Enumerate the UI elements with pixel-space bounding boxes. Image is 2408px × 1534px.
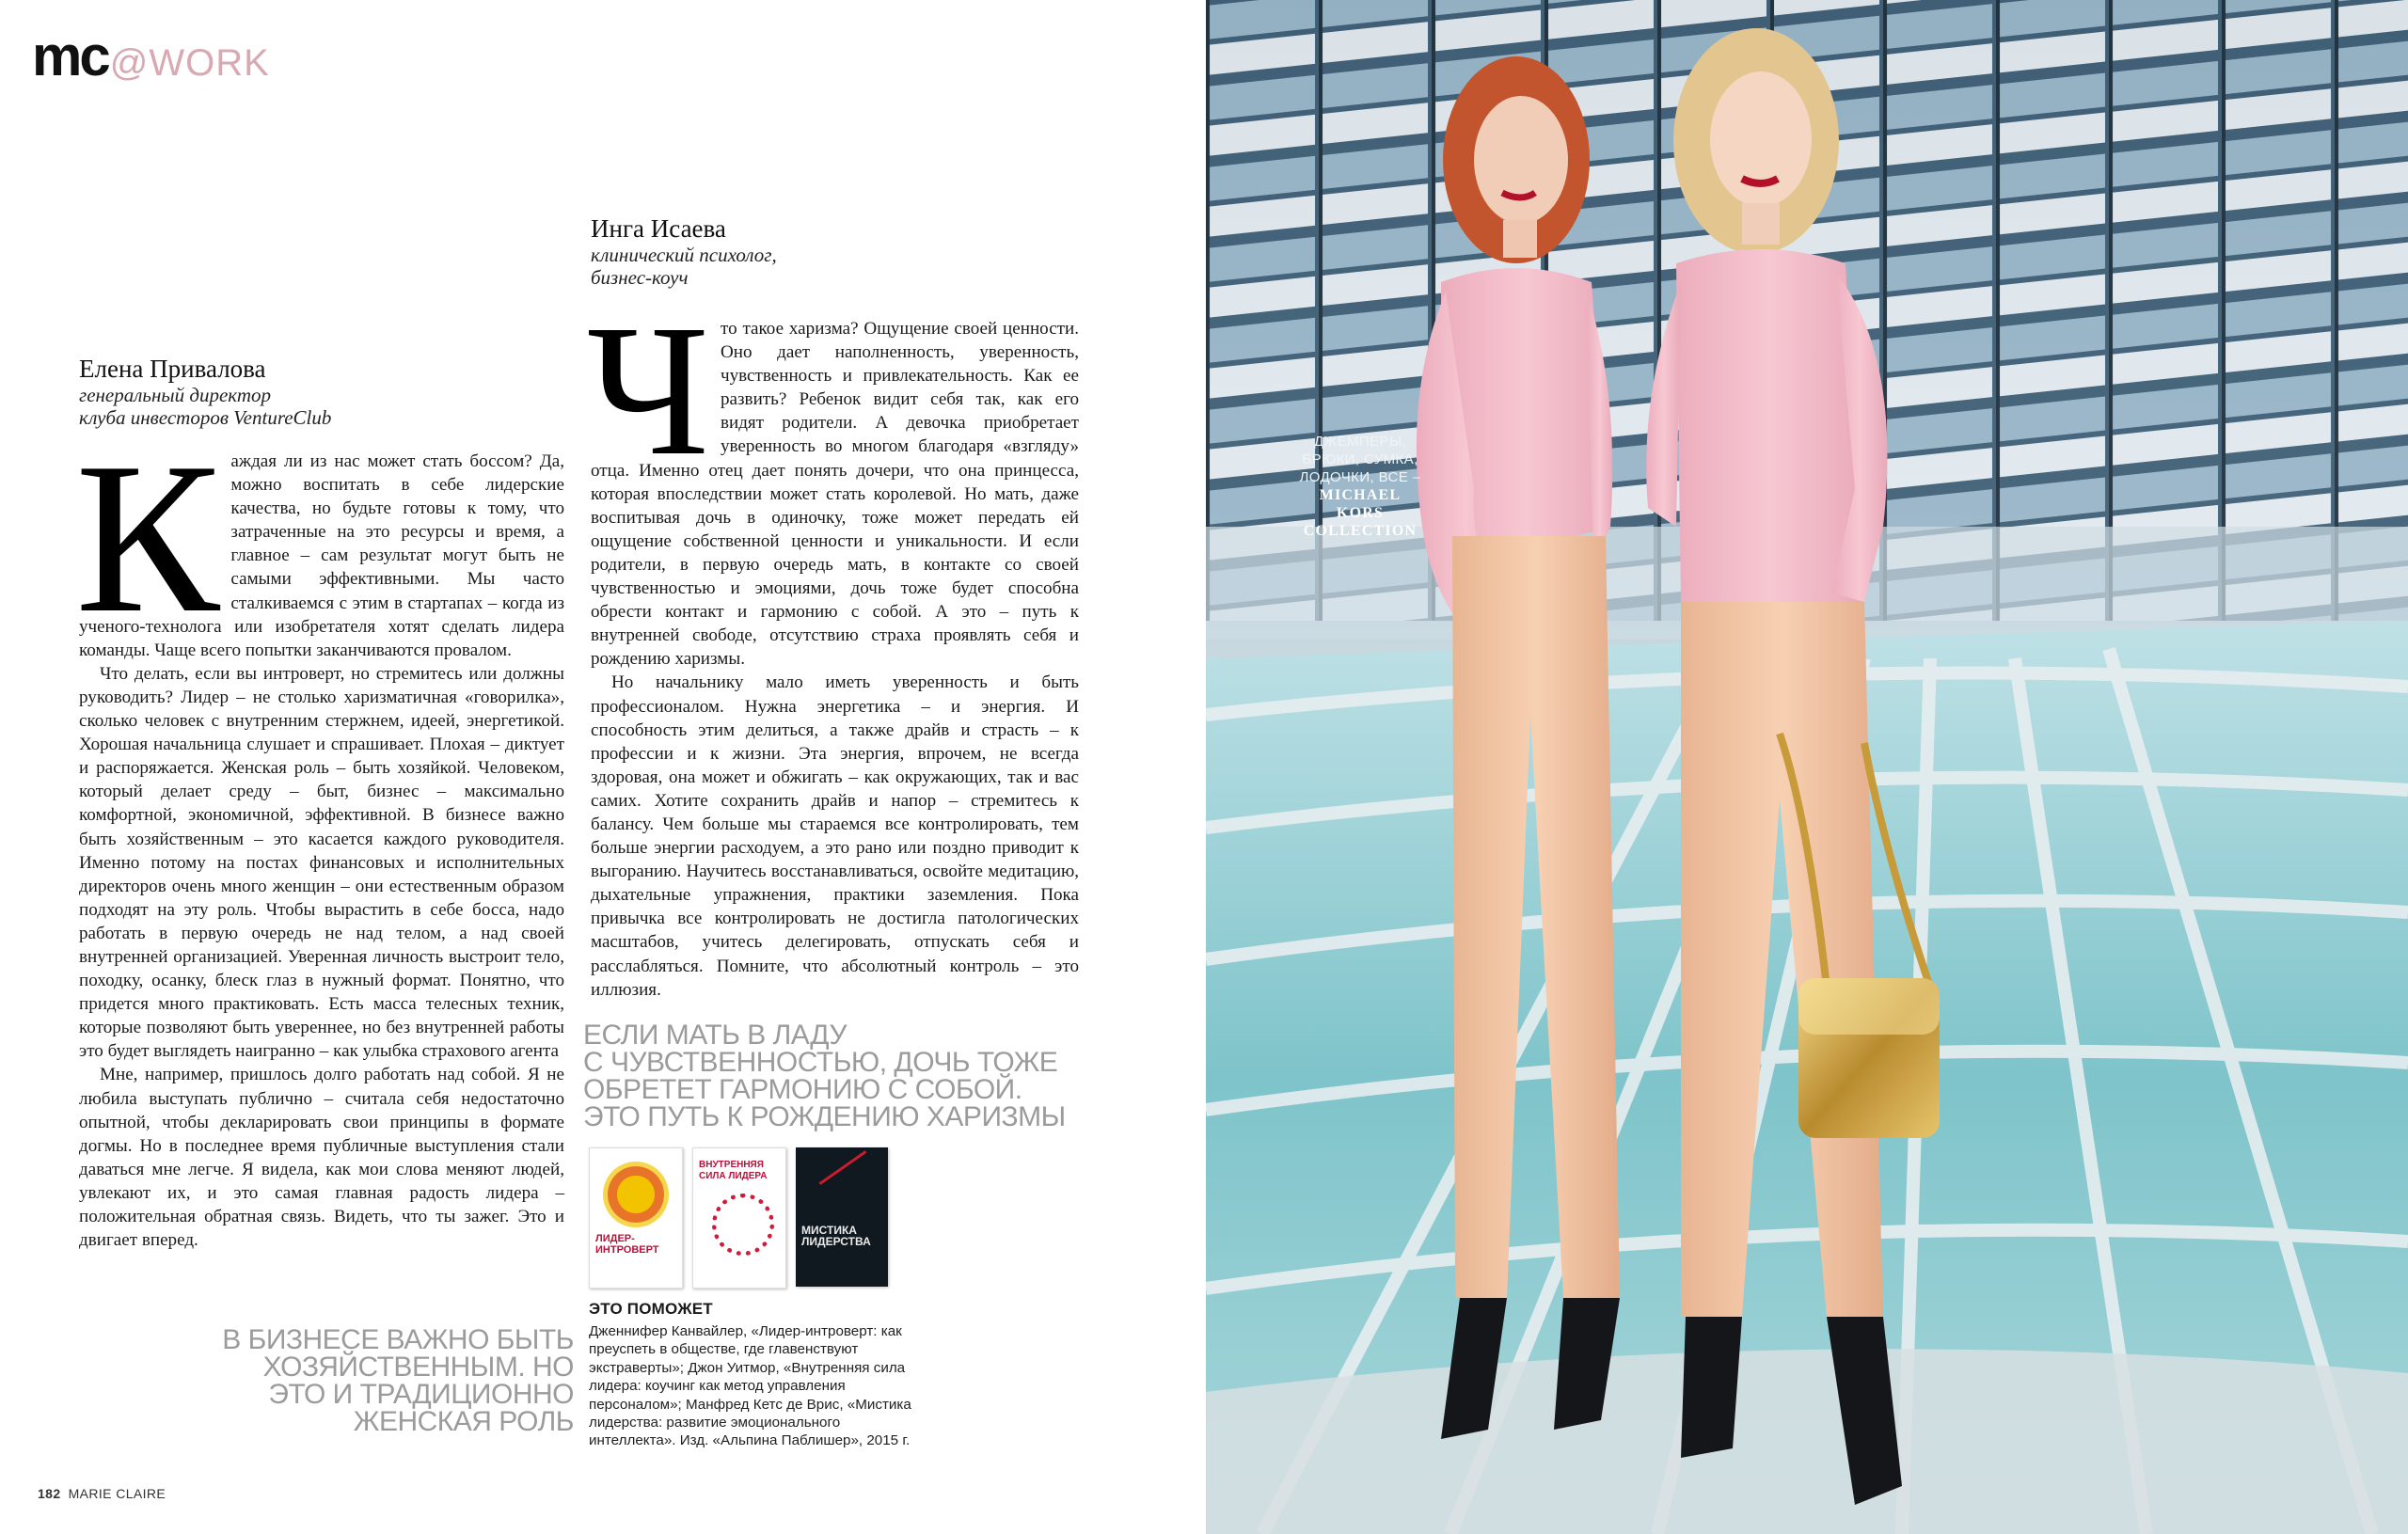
baton-illustration — [819, 1150, 867, 1185]
paragraph: Но начальнику мало иметь уверенность и быть профессионалом. Нужна энергетика – и энергия. И способность этим делиться, а также драйв и страсть – к профессии и к жизни. Эта энергия, впрочем, не всегда здоровая, она может и обжигать – как окружающих, так и вас самих. Хотите сохранить драйв и напор – стремитесь к балансу. Чем больше мы стараемся все контролировать, тем больше энергии расходуем, а это рано или поздно приводит к выгоранию. Научитесь восстанавливаться, освойте медитацию, дыхательные упражнения, практики заземления. Пока привычка все контролировать не достигла патологических масштабов, учитесь делегировать, отпускать себя и расслабляться. Помните, что абсолютный контроль – это иллюзия. — [591, 672, 1079, 1000]
pull-quote-line: ХОЗЯЙСТВЕННЫМ. НО — [262, 1352, 574, 1383]
pull-quote-line: ОБРЕТЕТ ГАРМОНИЮ С СОБОЙ. — [583, 1074, 1022, 1105]
author-name: Инга Исаева — [591, 214, 726, 243]
author-role: клинический психолог, — [591, 244, 777, 267]
book-cover-mystique — [796, 1147, 888, 1287]
pull-quote-charisma — [583, 1021, 1091, 1131]
paragraph-text: то такое харизма? Ощущение своей ценности. Оно дает наполненность, уверенность, чувственность и привлекательность. Как ее развить? Ребенок видит себя так, как его видят родители. А девочка приобретает уверенность во многом благодаря «взгляду» отца. Именно отец дает понять дочери, что она принцесса, которая впоследствии может стать королевой. Но мать, даже воспитывая дочь в одиночку, тоже может передать ей ощущение собственной ценности и уникальности. И если родители, в первую очередь мать, в контакте со своей чувственностью и эмоциями, дочь тоже будет способна обрести контакт и гармонию с собой. А это – путь к внутренней свободе, отсутствию страха проявлять себя и рождению харизмы. — [591, 319, 1079, 670]
credit-brand: COLLECTION — [1303, 523, 1418, 539]
drop-cap: К — [75, 418, 220, 657]
recommended-reading — [589, 1300, 927, 1450]
credit-line: ДЖЕМПЕРЫ, — [1313, 434, 1407, 450]
author-role: бизнес-коуч — [591, 266, 689, 290]
magazine-name: MARIE CLAIRE — [68, 1486, 166, 1501]
page-number: 182 — [38, 1486, 61, 1501]
pull-quote-line: ЕСЛИ МАТЬ В ЛАДУ — [583, 1020, 848, 1051]
article-column-2 — [587, 287, 1079, 1002]
brand-work: @WORK — [109, 42, 270, 84]
pull-quote-line: С ЧУВСТВЕННОСТЬЮ, ДОЧЬ ТОЖЕ — [583, 1047, 1058, 1078]
pull-quote-line: ЭТО ПУТЬ К РОЖДЕНИЮ ХАРИЗМЫ — [583, 1101, 1066, 1132]
drop-cap: Ч — [587, 287, 709, 495]
paragraph — [587, 287, 1079, 671]
sun-illustration — [603, 1162, 669, 1227]
book-title: МИСТИКА ЛИДЕРСТВА — [801, 1224, 871, 1248]
fashion-photo-page — [1206, 0, 2408, 1534]
book-title: ЛИДЕР-ИНТРОВЕРТ — [595, 1233, 659, 1256]
dotted-ring-illustration — [712, 1194, 774, 1256]
book-cover-inner-strength — [692, 1147, 786, 1289]
credit-line: ЛОДОЧКИ, ВСЕ – — [1299, 469, 1421, 485]
paragraph: Что делать, если вы интроверт, но стремитесь или должны руководить? Лидер – не столько харизматичная «говорилка», сколько человек с внутренним стержнем, идеей, энергетикой. Хорошая начальница слушает и спрашивает. Плохая – диктует и распоряжается. Женская роль – быть хозяйкой. Человеком, который делает среду – быт, бизнес – максимально комфортной, экономичной, эффективной. В бизнесе важно быть хозяйственным – это касается каждого руководителя. Именно потому на постах финансовых и исполнительных директоров очень много женщин – они естественным образом подходят на эту роль. Чтобы вырастить в себе босса, надо работать в первую очередь не над телом, а над своей внутренней организацией. Уверенная личность выстроит тело, походку, осанку, блеск глаз в нужный формат. Понятно, что придется много практиковать. Есть масса телесных техник, которые позволяют быть увереннее, но без внутренней работы это будет выглядеть наигранно – как улыбка страхового агента — [79, 663, 564, 1062]
magazine-section-logo — [32, 24, 270, 87]
pull-quote-line: ЭТО И ТРАДИЦИОННО — [268, 1379, 574, 1410]
pull-quote-line: ЖЕНСКАЯ РОЛЬ — [353, 1406, 574, 1437]
recommended-heading: ЭТО ПОМОЖЕТ — [589, 1300, 713, 1318]
fashion-credit — [1294, 433, 1426, 540]
recommended-text: Дженнифер Канвайлер, «Лидер-интроверт: как преуспеть в обществе, где главенствуют экстраверты»; Джон Уитмор, «Внутренняя сила лидера: коучинг как метод управления персоналом»; Манфред Кетс де Врис, «Мистика лидерства: развитие эмоционального интеллекта». Изд. «Альпина Паблишер», 2015 г. — [589, 1323, 911, 1449]
book-cover-leader-introvert — [589, 1147, 683, 1289]
credit-brand: KORS — [1336, 505, 1385, 521]
author-name: Елена Привалова — [79, 355, 266, 383]
brand-mc: mc — [32, 24, 108, 87]
paragraph-text: аждая ли из нас может стать боссом? Да, можно воспитать в себе лидерские качества, но будьте готовы к тому, что затраченные на это ресурсы и время, а главное – сам результат могут быть не самыми эффективными. Мы часто сталкиваемся с этим в стартапах – когда из ученого-технолога или изобретателя хотят сделать лидера команды. Чаще всего попытки заканчиваются провалом. — [79, 451, 564, 660]
byline-isaeva — [591, 214, 929, 289]
pull-quote-line: В БИЗНЕСЕ ВАЖНО БЫТЬ — [222, 1324, 574, 1355]
fashion-photo — [1206, 0, 2408, 1534]
book-title: ВНУТРЕННЯЯ СИЛА ЛИДЕРА — [699, 1160, 768, 1181]
pull-quote-business — [216, 1326, 574, 1435]
credit-line: БРЮКИ, СУМКА, — [1302, 451, 1418, 467]
paragraph: Мне, например, пришлось долго работать над собой. Я не любила выступать публично – считала себя недостаточно опытной, чтобы декларировать свои принципы в формате догмы. Но в последнее время публичные выступления стали даваться мне легче. Я видела, как мои слова меняют людей, увлекают их, и это самая главная радость лидера – положительная обратная связь. Видеть, что ты зажег. Это и двигает вперед. — [79, 1065, 564, 1251]
book-covers — [589, 1147, 890, 1289]
author-role: генеральный директор — [79, 384, 272, 407]
author-role: клуба инвесторов VentureClub — [79, 406, 332, 430]
page-folio — [38, 1486, 166, 1501]
credit-brand: MICHAEL — [1319, 487, 1402, 503]
